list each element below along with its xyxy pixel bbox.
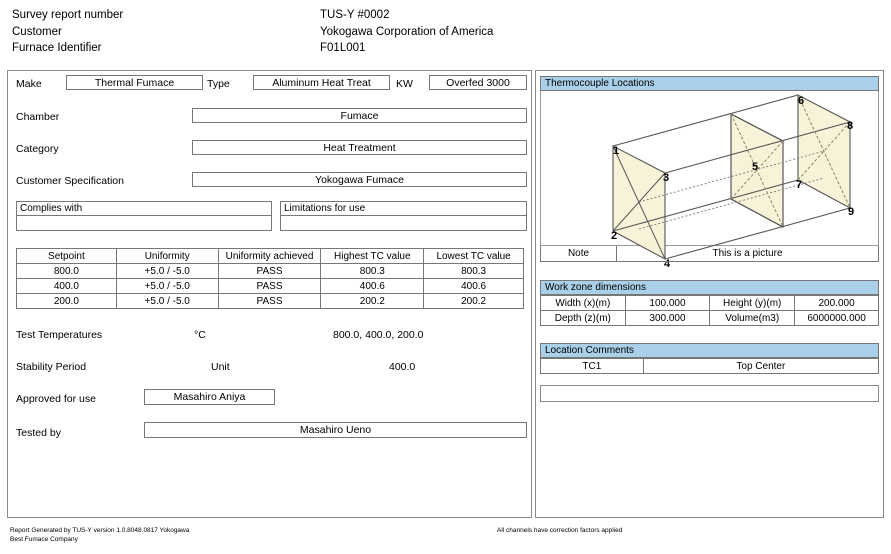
work-zone-dimensions-header: Work zone dimensions <box>540 280 879 295</box>
survey-details-panel <box>7 70 532 518</box>
cell-highest-tc-value: 400.6 <box>321 279 424 294</box>
table-row <box>541 311 879 326</box>
tc-label-2: 2 <box>611 230 618 242</box>
cell-volume-value: 6000000.000 <box>795 311 879 326</box>
survey-report-number-value: TUS-Y #0002 <box>320 9 390 21</box>
tc-label-9: 9 <box>848 206 855 218</box>
column-uniformity-achieved: Uniformity achieved <box>218 249 321 264</box>
report-footer <box>0 522 891 554</box>
cell-width-value: 100.000 <box>625 296 710 311</box>
type-field[interactable]: Aluminum Heat Treat <box>253 75 390 90</box>
report-header <box>0 0 891 58</box>
tested-by-label: Tested by <box>16 427 61 439</box>
category-field[interactable]: Heat Treatment <box>192 140 527 155</box>
complies-with-label: Complies with <box>17 202 271 216</box>
limitations-for-use-label: Limitations for use <box>281 202 526 216</box>
location-comments-table <box>540 358 879 374</box>
survey-report-number-label: Survey report number <box>12 9 124 21</box>
cell-tc-id: TC1 <box>541 359 644 374</box>
limitations-for-use-value[interactable] <box>281 216 526 230</box>
note-row <box>540 246 879 262</box>
table-row <box>541 359 879 374</box>
thermocouple-panel <box>535 70 884 518</box>
cell-lowest-tc-value: 800.3 <box>424 264 524 279</box>
limitations-for-use-box <box>280 201 527 231</box>
column-uniformity: Uniformity <box>116 249 218 264</box>
chamber-field[interactable]: Fumace <box>192 108 527 123</box>
stability-period-unit: Unit <box>211 361 230 373</box>
furnace-identifier-value: F01L001 <box>320 42 366 54</box>
customer-specification-label: Customer Specification <box>16 175 124 187</box>
column-lowest-tc-value: Lowest TC value <box>424 249 524 264</box>
complies-with-value[interactable] <box>17 216 271 230</box>
table-row <box>17 264 524 279</box>
cell-uniformity-achieved: PASS <box>218 279 321 294</box>
cell-tc-comment: Top Center <box>643 359 878 374</box>
test-temperatures-unit: °C <box>194 329 206 341</box>
test-temperatures-label: Test Temperatures <box>16 329 103 341</box>
complies-with-box <box>16 201 272 231</box>
cell-uniformity: +5.0 / -5.0 <box>116 264 218 279</box>
test-temperatures-value: 800.0, 400.0, 200.0 <box>333 329 424 341</box>
column-highest-tc-value: Highest TC value <box>321 249 424 264</box>
tc-label-6: 6 <box>798 95 805 107</box>
furnace-identifier-label: Furnace Identifier <box>12 42 102 54</box>
approved-for-use-field[interactable]: Masahiro Aniya <box>144 389 275 405</box>
work-zone-dimensions-table <box>540 295 879 326</box>
tested-by-field[interactable]: Masahiro Ueno <box>144 422 527 438</box>
thermocouple-locations-header: Thermocouple Locations <box>540 76 879 91</box>
category-label: Category <box>16 143 59 155</box>
cell-uniformity-achieved: PASS <box>218 294 321 309</box>
customer-specification-field[interactable]: Yokogawa Fumace <box>192 172 527 187</box>
kw-field[interactable]: Overfed 3000 <box>429 75 527 90</box>
tc-label-3: 3 <box>663 172 670 184</box>
footer-generated-by: Report Generated by TUS-Y version 1.0.8048.0817 Yokogawa <box>10 527 190 534</box>
table-row <box>17 294 524 309</box>
customer-value: Yokogawa Corporation of America <box>320 26 494 38</box>
column-setpoint: Setpoint <box>17 249 117 264</box>
note-label: Note <box>541 246 617 261</box>
stability-period-value: 400.0 <box>389 361 416 373</box>
uniformity-results-table <box>16 248 524 309</box>
table-row <box>541 296 879 311</box>
tc-label-8: 8 <box>847 120 854 132</box>
cell-setpoint: 200.0 <box>17 294 117 309</box>
kw-label: KW <box>396 78 413 90</box>
stability-period-label: Stability Period <box>16 361 87 373</box>
approved-for-use-label: Approved for use <box>16 393 96 405</box>
cell-depth-label: Depth (z)(m) <box>541 311 626 326</box>
cell-setpoint: 400.0 <box>17 279 117 294</box>
cell-highest-tc-value: 800.3 <box>321 264 424 279</box>
chamber-label: Chamber <box>16 111 60 123</box>
location-comments-extra-field[interactable] <box>540 385 879 402</box>
type-label: Type <box>207 78 230 90</box>
tc-label-1: 1 <box>613 145 620 157</box>
cell-height-label: Height (y)(m) <box>710 296 795 311</box>
cell-width-label: Width (x)(m) <box>541 296 626 311</box>
table-row <box>17 279 524 294</box>
make-label: Make <box>16 78 42 90</box>
cell-volume-label: Volume(m3) <box>710 311 795 326</box>
cell-setpoint: 800.0 <box>17 264 117 279</box>
tc-label-7: 7 <box>796 179 803 191</box>
note-value[interactable]: This is a picture <box>712 248 783 259</box>
cell-uniformity-achieved: PASS <box>218 264 321 279</box>
cell-lowest-tc-value: 400.6 <box>424 279 524 294</box>
footer-company: Best Fumace Company <box>10 536 78 543</box>
customer-label: Customer <box>12 26 62 38</box>
cell-depth-value: 300.000 <box>625 311 710 326</box>
cell-uniformity: +5.0 / -5.0 <box>116 294 218 309</box>
cell-height-value: 200.000 <box>795 296 879 311</box>
cell-lowest-tc-value: 200.2 <box>424 294 524 309</box>
footer-correction-note: All channels have correction factors applied <box>497 527 623 534</box>
table-header-row <box>17 249 524 264</box>
cell-highest-tc-value: 200.2 <box>321 294 424 309</box>
tc-label-4: 4 <box>664 258 671 270</box>
tc-label-5: 5 <box>752 161 759 173</box>
cell-uniformity: +5.0 / -5.0 <box>116 279 218 294</box>
location-comments-header: Location Comments <box>540 343 879 358</box>
make-field[interactable]: Thermal Fumace <box>66 75 203 90</box>
